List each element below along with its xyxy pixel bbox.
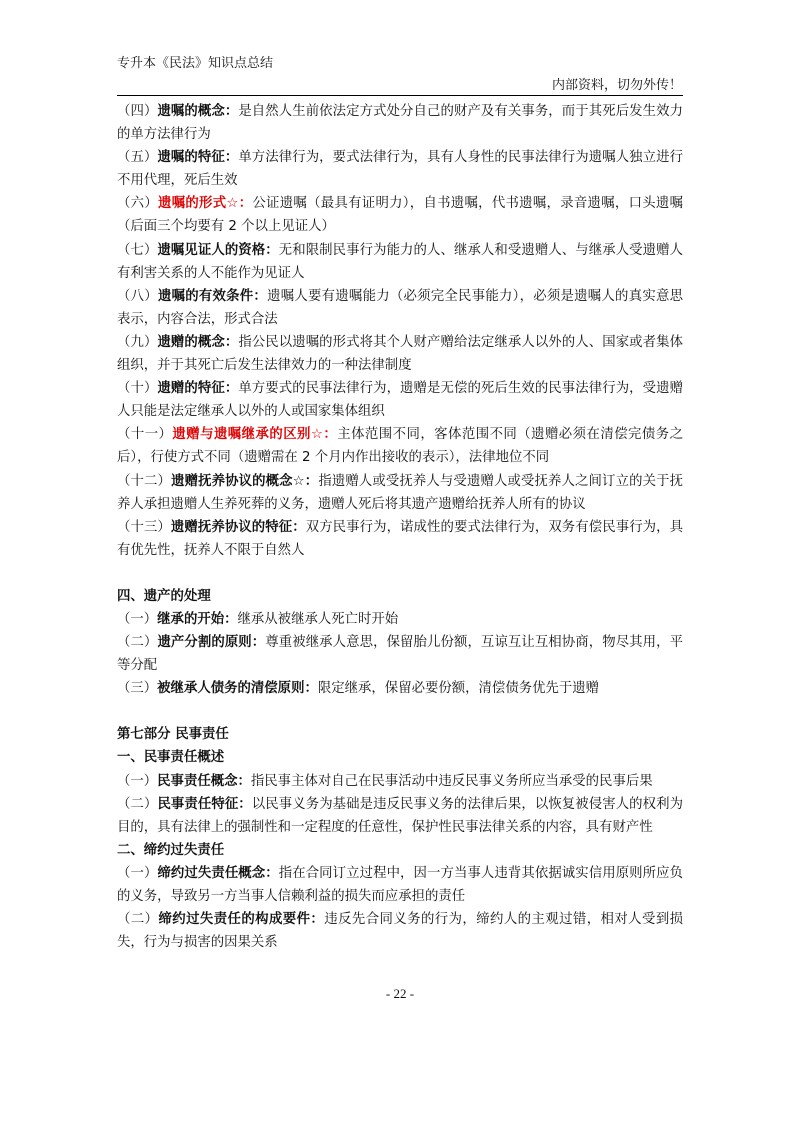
list-item <box>117 516 683 562</box>
list-item <box>117 146 683 192</box>
list-item <box>117 423 683 469</box>
item-number: （十） <box>117 381 158 397</box>
item-text: 指在合同订立过程中，因一方当事人违背其依据诚实信用原则所应负的义务，导致另一方当事人信赖利益的损失而应承担的责任 <box>117 865 684 904</box>
item-term: 遗嘱的特征： <box>157 150 239 166</box>
item-term: 被继承人债务的清偿原则： <box>157 681 318 697</box>
item-term: 遗赠与遗嘱继承的区别☆： <box>172 427 338 443</box>
item-text: 遗嘱人要有遗嘱能力（必须完全民事能力），必须是遗嘱人的真实意思表示，内容合法，形式合法 <box>117 288 684 327</box>
item-term: 继承的开始： <box>157 611 238 627</box>
heading-culpa-in-contrahendo: 二、缔约过失责任 <box>117 842 225 858</box>
item-number: （十三） <box>117 519 171 535</box>
section-culpa-in-contrahendo <box>117 862 683 954</box>
item-term: 遗赠抚养协议的特征： <box>170 519 306 535</box>
item-term: 遗嘱的概念： <box>157 104 239 119</box>
item-number: （二） <box>117 796 158 812</box>
item-text: 是自然人生前依法定方式处分自己的财产及有关事务，而于其死后发生效力的单方法律行为 <box>117 104 684 143</box>
document-body <box>117 100 683 954</box>
header-title: 专升本《民法》知识点总结 <box>117 56 274 71</box>
section-estate-handling <box>117 608 683 700</box>
list-item <box>117 862 683 908</box>
section-testament <box>117 100 683 562</box>
item-number: （二） <box>117 635 158 651</box>
item-number: （四） <box>117 104 158 119</box>
item-term: 缔约过失责任的构成要件： <box>158 912 325 928</box>
list-item <box>117 100 683 146</box>
list-item <box>117 770 683 793</box>
item-term: 缔约过失责任概念： <box>157 865 279 881</box>
item-number: （七） <box>117 242 158 258</box>
header-rule <box>117 95 683 96</box>
item-term: 遗赠抚养协议的概念☆： <box>171 473 319 489</box>
part-title: 第七部分 民事责任 <box>117 727 229 743</box>
item-number: （一） <box>117 865 158 881</box>
item-term: 遗赠的特征： <box>157 381 239 397</box>
item-text: 指公民以遗嘱的形式将其个人财产赠给法定继承人以外的人、国家或者集体组织，并于其死亡后发生法律效力的一种法律制度 <box>117 334 684 374</box>
item-term: 民事责任特征： <box>157 796 252 812</box>
list-item <box>117 677 683 700</box>
item-number: （三） <box>117 681 158 697</box>
item-number: （十一） <box>117 427 173 443</box>
list-item <box>117 793 683 839</box>
item-text: 双方民事行为，诺成性的要式法律行为，双务有偿民事行为，具有优先性，抚养人不限于自然人 <box>117 519 684 558</box>
item-term: 民事责任概念： <box>157 773 251 789</box>
item-text: 单方要式的民事法律行为，遗赠是无偿的死后生效的民事法律行为，受遗赠人只能是法定继承人以外的人或国家集体组织 <box>117 381 684 420</box>
item-number: （十二） <box>117 473 172 489</box>
list-item <box>117 908 683 954</box>
heading-civil-liability-overview: 一、民事责任概述 <box>117 750 225 766</box>
heading-estate-handling: 四、遗产的处理 <box>117 588 211 604</box>
list-item <box>117 285 683 331</box>
item-text: 公证遗嘱（最具有证明力），自书遗嘱，代书遗嘱，录音遗嘱，口头遗嘱（后面三个均要有 2 个以上见证人） <box>117 196 683 235</box>
list-item <box>117 239 683 285</box>
list-item <box>117 377 683 423</box>
item-number: （一） <box>117 611 158 627</box>
section-civil-liability <box>117 770 683 839</box>
item-text: 违反先合同义务的行为，缔约人的主观过错，相对人受到损失，行为与损害的因果关系 <box>117 912 684 951</box>
header-notice: 内部资料，切勿外传！ <box>551 78 682 93</box>
item-number: （九） <box>117 334 158 350</box>
item-term: 遗赠的概念： <box>157 334 239 350</box>
item-number: （五） <box>117 150 158 166</box>
item-number: （一） <box>117 773 158 789</box>
item-text: 限定继承，保留必要份额，清偿债务优先于遗赠 <box>317 681 600 697</box>
item-term: 遗嘱的形式☆： <box>158 196 253 212</box>
item-text: 无和限制民事行为能力的人、继承人和受遗赠人、与继承人受遗赠人有利害关系的人不能作为见证人 <box>117 242 684 281</box>
item-term: 遗嘱见证人的资格： <box>157 242 279 258</box>
list-item <box>117 470 683 516</box>
list-item <box>117 608 683 631</box>
list-item <box>117 331 683 377</box>
item-text: 指民事主体对自己在民事活动中违反民事义务所应当承受的民事后果 <box>250 773 653 789</box>
item-text: 单方法律行为，要式法律行为，具有人身性的民事法律行为遗嘱人独立进行不用代理，死后生效 <box>117 150 684 189</box>
item-number: （二） <box>117 912 159 928</box>
item-text: 指遗赠人或受抚养人与受遗赠人或受抚养人之间订立的关于抚养人承担遗赠人生养死葬的义务，遗赠人死后将其遗产遗赠给抚养人所有的协议 <box>117 473 684 512</box>
item-term: 遗嘱的有效条件： <box>157 288 268 304</box>
item-text: 继承从被继承人死亡时开始 <box>237 611 399 627</box>
item-text: 以民事义务为基础是违反民事义务的法律后果，以恢复被侵害人的权利为目的，具有法律上的强制性和一定程度的任意性，保护性民事法律关系的内容，具有财产性 <box>117 796 684 835</box>
item-number: （六） <box>117 196 159 212</box>
page-number: - 22 - <box>385 986 415 1001</box>
item-number: （八） <box>117 288 158 304</box>
list-item <box>117 631 683 677</box>
list-item <box>117 192 683 238</box>
item-term: 遗产分割的原则： <box>157 635 266 651</box>
item-text: 尊重被继承人意思，保留胎儿份额，互谅互让互相协商，物尽其用，平等分配 <box>117 635 684 674</box>
item-text: 主体范围不同，客体范围不同（遗赠必须在清偿完债务之后），行使方式不同（遗赠需在 2 个月内作出接收的表示），法律地位不同 <box>117 427 683 466</box>
